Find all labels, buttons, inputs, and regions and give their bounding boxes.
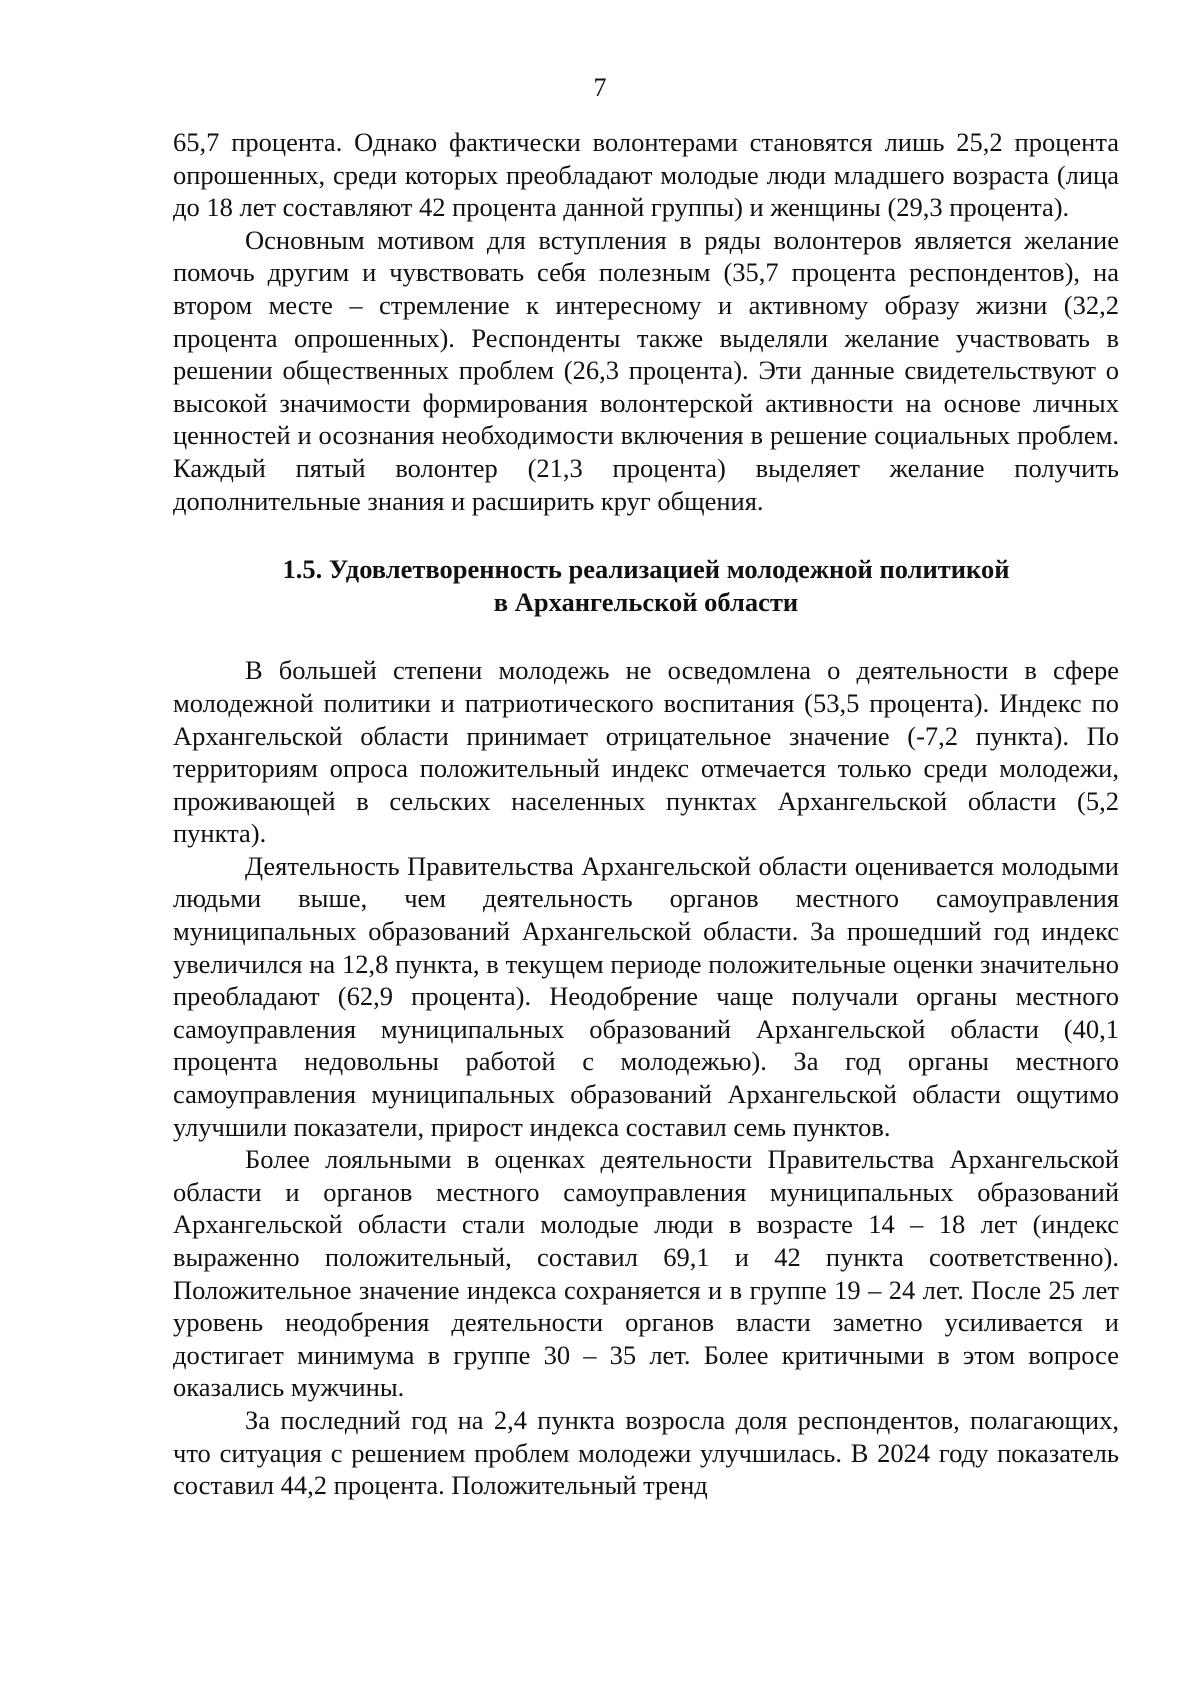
paragraph-awareness: В большей степени молодежь не осведомлена о деятельности в сфере молодежной политики и патриотического воспитания (53,5 процента). Индекс по Архангельской области принимает отрицательное значение (-7,2 пункта). По территориям опроса положительный индекс отмечается только среди молодежи, проживающей в сельских населенных пунктах Архангельской области (5,2 пункта). [173, 655, 1119, 849]
paragraph-volunteer-share: 65,7 процента. Однако фактически волонтерами становятся лишь 25,2 процента опрошенных, среди которых преобладают молодые люди младшего возраста (лица до 18 лет составляют 42 процента данной группы) и женщины (29,3 процента). [173, 127, 1119, 223]
section-heading [173, 553, 1119, 618]
paragraph-volunteer-motives: Основным мотивом для вступления в ряды волонтеров является желание помочь другим и чувствовать себя полезным (35,7 процента респондентов), на втором месте – стремление к интересному и активному образу жизни (32,2 процента опрошенных). Респонденты также выделяли желание участвовать в решении общественных проблем (26,3 процента). Эти данные свидетельствуют о высокой значимости формирования волонтерской активности на основе личных ценностей и осознания необходимости включения в решение социальных проблем. Каждый пятый волонтер (21,3 процента) выделяет желание получить дополнительные знания и расширить круг общения. [173, 224, 1119, 516]
page-body [173, 126, 1119, 1502]
paragraph-trend: За последний год на 2,4 пункта возросла доля респондентов, полагающих, что ситуация с решением проблем молодежи улучшилась. В 2024 году показатель составил 44,2 процента. Положительный тренд [173, 1404, 1119, 1501]
page-number: 7 [593, 73, 607, 102]
paragraph-age-groups: Более лояльными в оценках деятельности Правительства Архангельской области и органов местного самоуправления муниципальных образований Архангельской области стали молодые люди в возрасте 14 – 18 лет (индекс выраженно положительный, составил 69,1 и 42 пункта соответственно). Положительное значение индекса сохраняется и в группе 19 – 24 лет. После 25 лет уровень неодобрения деятельности органов власти заметно усиливается и достигает минимума в группе 30 – 35 лет. Более критичными в этом вопросе оказались мужчины. [173, 1144, 1119, 1403]
section-heading-line-2: в Архангельской области [493, 586, 799, 617]
paragraph-government-rating: Деятельность Правительства Архангельской области оценивается молодыми людьми выше, чем деятельность органов местного самоуправления муниципальных образований Архангельской области. За прошедший год индекс увеличился на 12,8 пункта, в текущем периоде положительные оценки значительно преобладают (62,9 процента). Неодобрение чаще получали органы местного самоуправления муниципальных образований Архангельской области (40,1 процента недовольны работой с молодежью). За год органы местного самоуправления муниципальных образований Архангельской области ощутимо улучшили показатели, прирост индекса составил семь пунктов. [173, 850, 1119, 1142]
section-heading-line-1: 1.5. Удовлетворенность реализацией молодежной политикой [282, 554, 1010, 585]
